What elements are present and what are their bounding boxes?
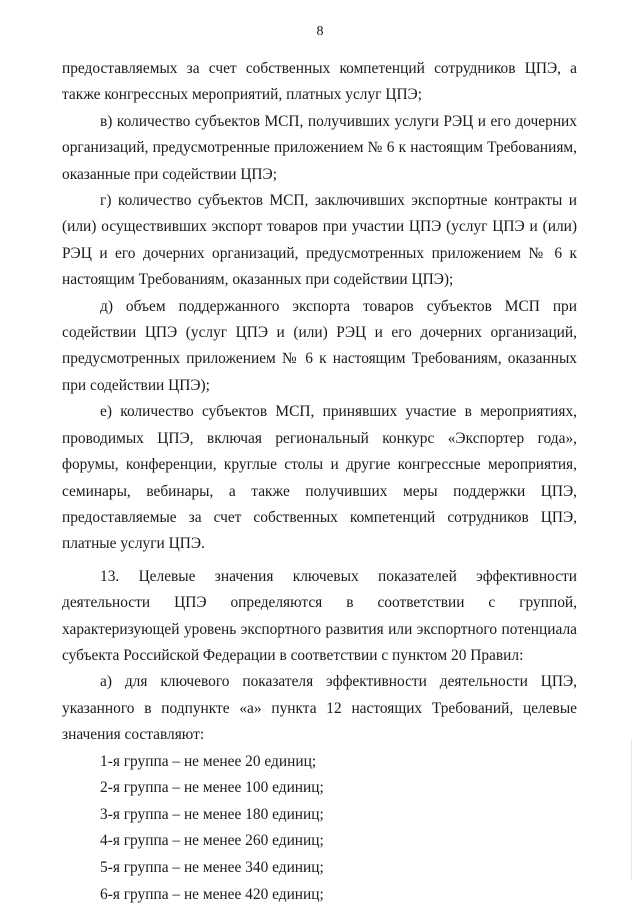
paragraph-item-g: г) количество субъектов МСП, заключивших экспортные контракты и (или) осуществивших экспорт товаров при участии ЦПЭ (услуг ЦПЭ и (или) РЭЦ и его дочерних организаций, предусмотренных приложением № 6 к настоящим Требованиям, оказанных при содействии ЦПЭ); — [62, 192, 577, 289]
list-item: 6-я группа – не менее 420 единиц; — [100, 885, 324, 903]
paragraph-item-e: е) количество субъектов МСП, принявших участие в мероприятиях, проводимых ЦПЭ, включая региональный конкурс «Экспортер года», форумы, конференции, круглые столы и другие конгрессные мероприятия, семинары, вебинары, а также получивших меры поддержки ЦПЭ, предоставляемые за счет собственных компетенций сотрудников ЦПЭ, платные услуги ЦПЭ. — [62, 403, 577, 553]
list-item: 1-я группа – не менее 20 единиц; — [100, 752, 317, 770]
paragraph-section-13: 13. Целевые значения ключевых показателей эффективности деятельности ЦПЭ определяются в соответствии с группой, характеризующей уровень экспортного развития или экспортного потенциала субъекта Российской Федерации в соответствии с пунктом 20 Правил: — [62, 567, 577, 664]
paragraph-item-v: в) количество субъектов МСП, получивших услуги РЭЦ и его дочерних организаций, предусмотренные приложением № 6 к настоящим Требованиям, оказанные при содействии ЦПЭ; — [62, 112, 577, 183]
target-values-list — [62, 749, 577, 908]
list-item: 2-я группа – не менее 100 единиц; — [100, 779, 324, 797]
list-item: 4-я группа – не менее 260 единиц; — [100, 832, 324, 850]
document-body — [62, 56, 577, 908]
paragraph-item-a: а) для ключевого показателя эффективности деятельности ЦПЭ, указанного в подпункте «а» пункта 12 настоящих Требований, целевые значения составляют: — [62, 673, 577, 744]
list-item: 3-я группа – не менее 180 единиц; — [100, 805, 324, 823]
page-number: 8 — [316, 24, 324, 39]
scan-edge-shadow — [631, 740, 632, 880]
paragraph-continuation: предоставляемых за счет собственных компетенций сотрудников ЦПЭ, а также конгрессных мероприятий, платных услуг ЦПЭ; — [62, 60, 577, 104]
list-item: 5-я группа – не менее 340 единиц; — [100, 858, 324, 876]
paragraph-item-d: д) объем поддержанного экспорта товаров субъектов МСП при содействии ЦПЭ (услуг ЦПЭ и (или) РЭЦ и его дочерних организаций, предусмотренных приложением № 6 к настоящим Требованиям, оказанных при содействии ЦПЭ); — [62, 297, 577, 394]
